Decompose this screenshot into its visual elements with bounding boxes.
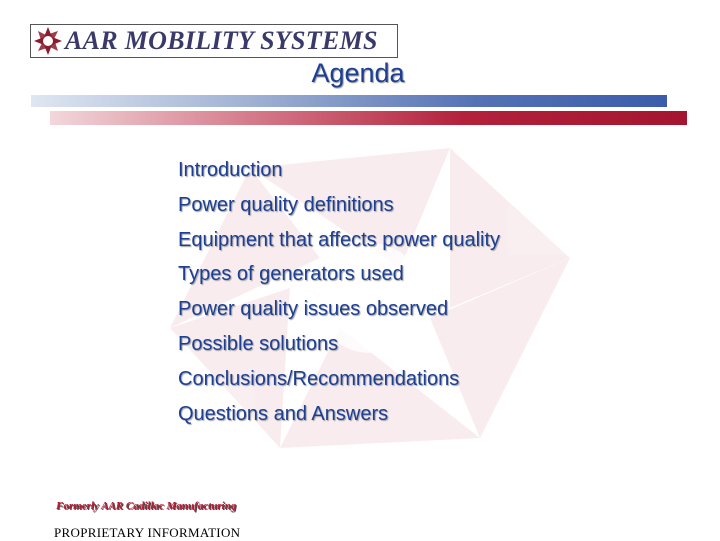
proprietary-label: PROPRIETARY INFORMATION bbox=[54, 525, 241, 540]
agenda-item: Possible solutions bbox=[178, 332, 339, 355]
company-logo bbox=[30, 24, 398, 58]
agenda-item: Types of generators used bbox=[178, 263, 404, 286]
agenda-item: Questions and Answers bbox=[178, 402, 389, 425]
agenda-item: Equipment that affects power quality bbox=[178, 228, 501, 251]
company-name: AAR MOBILITY SYSTEMS bbox=[65, 26, 378, 55]
agenda-item: Introduction bbox=[178, 159, 283, 181]
agenda-item: Conclusions/Recommendations bbox=[178, 367, 460, 390]
slide-title: Agenda bbox=[311, 58, 405, 88]
agenda-item: Power quality definitions bbox=[178, 193, 394, 216]
blue-divider-bar bbox=[31, 95, 667, 107]
aar-star-logo-icon bbox=[33, 26, 63, 56]
red-divider-bar bbox=[50, 111, 687, 125]
agenda-list bbox=[178, 153, 500, 431]
formerly-note: Formerly AAR Cadillac Manufacturing bbox=[56, 500, 237, 512]
agenda-item: Power quality issues observed bbox=[178, 298, 449, 321]
